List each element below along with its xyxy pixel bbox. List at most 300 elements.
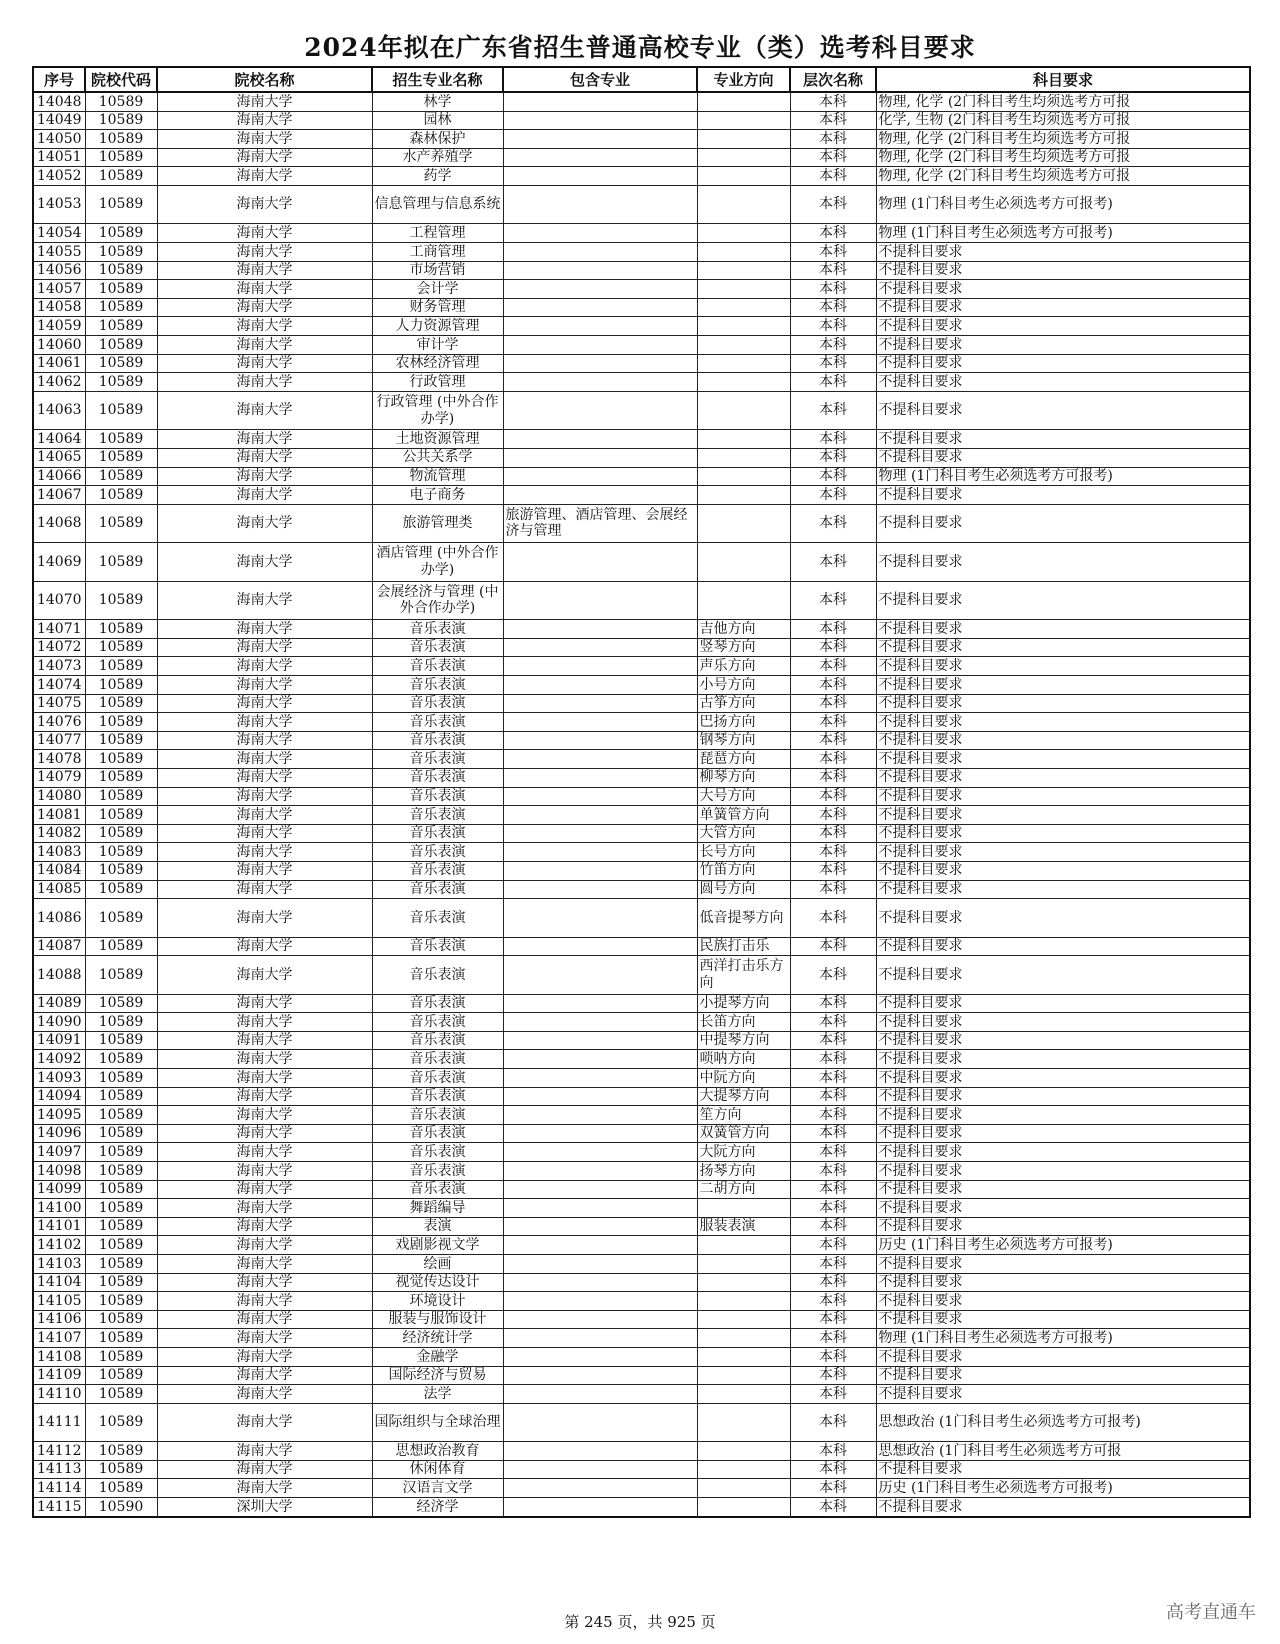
cell-included <box>503 1273 697 1292</box>
cell-level: 本科 <box>790 1087 876 1106</box>
cell-major: 音乐表演 <box>372 694 503 713</box>
table-row <box>33 148 1250 167</box>
cell-no: 14112 <box>33 1442 85 1461</box>
cell-code: 10589 <box>85 298 157 317</box>
table-row <box>33 731 1250 750</box>
table-row <box>33 1403 1250 1442</box>
cell-no: 14109 <box>33 1366 85 1385</box>
cell-no: 14050 <box>33 130 85 149</box>
cell-code: 10589 <box>85 657 157 676</box>
cell-included <box>503 130 697 149</box>
cell-included <box>503 486 697 505</box>
cell-major: 土地资源管理 <box>372 430 503 449</box>
cell-major: 旅游管理类 <box>372 504 503 543</box>
cell-requirement: 不提科目要求 <box>876 1031 1250 1050</box>
cell-school: 海南大学 <box>157 824 372 843</box>
cell-code: 10589 <box>85 1013 157 1032</box>
cell-level: 本科 <box>790 899 876 938</box>
cell-level: 本科 <box>790 354 876 373</box>
cell-major: 音乐表演 <box>372 806 503 825</box>
cell-direction <box>697 317 790 336</box>
cell-requirement: 不提科目要求 <box>876 1366 1250 1385</box>
table-row <box>33 824 1250 843</box>
cell-major: 国际经济与贸易 <box>372 1366 503 1385</box>
cell-school: 海南大学 <box>157 1273 372 1292</box>
cell-school: 海南大学 <box>157 1069 372 1088</box>
cell-direction: 圆号方向 <box>697 880 790 899</box>
table-row <box>33 1069 1250 1088</box>
cell-direction: 中阮方向 <box>697 1069 790 1088</box>
table-row <box>33 1442 1250 1461</box>
cell-major: 音乐表演 <box>372 937 503 956</box>
cell-school: 海南大学 <box>157 787 372 806</box>
cell-direction: 小提琴方向 <box>697 994 790 1013</box>
cell-direction: 长号方向 <box>697 843 790 862</box>
cell-direction: 小号方向 <box>697 675 790 694</box>
cell-requirement: 物理, 化学 (2门科目考生均须选考方可报 <box>876 130 1250 149</box>
cell-included <box>503 1199 697 1218</box>
table-row <box>33 1180 1250 1199</box>
cell-school: 海南大学 <box>157 1347 372 1366</box>
cell-code: 10589 <box>85 504 157 543</box>
cell-requirement: 化学, 生物 (2门科目考生均须选考方可报 <box>876 111 1250 130</box>
cell-no: 14101 <box>33 1217 85 1236</box>
cell-direction <box>697 1366 790 1385</box>
cell-included <box>503 1310 697 1329</box>
table-row <box>33 1124 1250 1143</box>
cell-level: 本科 <box>790 1143 876 1162</box>
cell-code: 10589 <box>85 130 157 149</box>
cell-major: 农林经济管理 <box>372 354 503 373</box>
cell-level: 本科 <box>790 1329 876 1348</box>
cell-no: 14102 <box>33 1236 85 1255</box>
cell-requirement: 不提科目要求 <box>876 1310 1250 1329</box>
cell-requirement: 思想政治 (1门科目考生必须选考方可报考) <box>876 1403 1250 1442</box>
cell-direction: 单簧管方向 <box>697 806 790 825</box>
cell-direction <box>697 224 790 243</box>
cell-major: 市场营销 <box>372 261 503 280</box>
cell-direction: 双簧管方向 <box>697 1124 790 1143</box>
cell-level: 本科 <box>790 675 876 694</box>
cell-direction: 大号方向 <box>697 787 790 806</box>
cell-school: 海南大学 <box>157 657 372 676</box>
cell-school: 海南大学 <box>157 391 372 430</box>
cell-code: 10589 <box>85 1087 157 1106</box>
cell-code: 10589 <box>85 861 157 880</box>
cell-requirement: 不提科目要求 <box>876 1292 1250 1311</box>
cell-level: 本科 <box>790 657 876 676</box>
cell-included <box>503 1460 697 1479</box>
cell-code: 10589 <box>85 430 157 449</box>
table-row <box>33 391 1250 430</box>
cell-code: 10589 <box>85 1479 157 1498</box>
cell-included <box>503 1255 697 1274</box>
table-row <box>33 543 1250 582</box>
cell-requirement: 物理 (1门科目考生必须选考方可报考) <box>876 224 1250 243</box>
cell-no: 14096 <box>33 1124 85 1143</box>
cell-included <box>503 638 697 657</box>
cell-major: 音乐表演 <box>372 861 503 880</box>
cell-direction <box>697 543 790 582</box>
cell-direction <box>697 1292 790 1311</box>
cell-level: 本科 <box>790 130 876 149</box>
cell-code: 10589 <box>85 185 157 224</box>
col-header-school: 院校名称 <box>157 67 372 92</box>
cell-major: 音乐表演 <box>372 1087 503 1106</box>
cell-level: 本科 <box>790 92 876 111</box>
cell-level: 本科 <box>790 880 876 899</box>
cell-school: 海南大学 <box>157 92 372 111</box>
cell-included <box>503 1124 697 1143</box>
cell-no: 14113 <box>33 1460 85 1479</box>
cell-school: 海南大学 <box>157 1460 372 1479</box>
table-row <box>33 768 1250 787</box>
cell-requirement: 不提科目要求 <box>876 638 1250 657</box>
cell-requirement: 历史 (1门科目考生必须选考方可报考) <box>876 1236 1250 1255</box>
cell-requirement: 不提科目要求 <box>876 787 1250 806</box>
cell-included <box>503 899 697 938</box>
col-header-level: 层次名称 <box>790 67 876 92</box>
cell-included <box>503 620 697 639</box>
cell-code: 10589 <box>85 543 157 582</box>
table-row <box>33 1031 1250 1050</box>
cell-direction: 钢琴方向 <box>697 731 790 750</box>
cell-included <box>503 1162 697 1181</box>
cell-direction <box>697 1255 790 1274</box>
cell-included <box>503 768 697 787</box>
col-header-code: 院校代码 <box>85 67 157 92</box>
cell-included: 旅游管理、酒店管理、会展经济与管理 <box>503 504 697 543</box>
col-header-included: 包含专业 <box>503 67 697 92</box>
cell-major: 音乐表演 <box>372 956 503 995</box>
table-row <box>33 261 1250 280</box>
cell-level: 本科 <box>790 261 876 280</box>
cell-direction <box>697 261 790 280</box>
cell-major: 音乐表演 <box>372 1069 503 1088</box>
cell-requirement: 不提科目要求 <box>876 806 1250 825</box>
cell-level: 本科 <box>790 581 876 620</box>
cell-requirement: 不提科目要求 <box>876 1124 1250 1143</box>
cell-requirement: 不提科目要求 <box>876 1347 1250 1366</box>
cell-no: 14063 <box>33 391 85 430</box>
cell-direction <box>697 1442 790 1461</box>
cell-school: 海南大学 <box>157 167 372 186</box>
cell-direction: 长笛方向 <box>697 1013 790 1032</box>
cell-level: 本科 <box>790 1050 876 1069</box>
cell-no: 14053 <box>33 185 85 224</box>
table-row <box>33 843 1250 862</box>
cell-level: 本科 <box>790 167 876 186</box>
cell-direction <box>697 1347 790 1366</box>
cell-school: 海南大学 <box>157 354 372 373</box>
cell-requirement: 不提科目要求 <box>876 1273 1250 1292</box>
cell-major: 音乐表演 <box>372 620 503 639</box>
cell-code: 10589 <box>85 956 157 995</box>
cell-major: 音乐表演 <box>372 1106 503 1125</box>
cell-included <box>503 1031 697 1050</box>
cell-no: 14093 <box>33 1069 85 1088</box>
cell-requirement: 不提科目要求 <box>876 994 1250 1013</box>
cell-code: 10589 <box>85 391 157 430</box>
cell-level: 本科 <box>790 1217 876 1236</box>
cell-requirement: 不提科目要求 <box>876 1217 1250 1236</box>
cell-direction <box>697 111 790 130</box>
cell-major: 人力资源管理 <box>372 317 503 336</box>
cell-direction: 服装表演 <box>697 1217 790 1236</box>
table-row <box>33 1199 1250 1218</box>
cell-school: 海南大学 <box>157 373 372 392</box>
cell-major: 音乐表演 <box>372 1143 503 1162</box>
col-header-direction: 专业方向 <box>697 67 790 92</box>
table-row <box>33 1087 1250 1106</box>
cell-direction: 民族打击乐 <box>697 937 790 956</box>
table-row <box>33 1310 1250 1329</box>
cell-no: 14061 <box>33 354 85 373</box>
cell-level: 本科 <box>790 824 876 843</box>
cell-included <box>503 1329 697 1348</box>
cell-major: 行政管理 (中外合作办学) <box>372 391 503 430</box>
cell-requirement: 物理 (1门科目考生必须选考方可报考) <box>876 467 1250 486</box>
cell-no: 14058 <box>33 298 85 317</box>
cell-level: 本科 <box>790 224 876 243</box>
cell-included <box>503 994 697 1013</box>
cell-included <box>503 1498 697 1517</box>
cell-no: 14080 <box>33 787 85 806</box>
cell-direction: 柳琴方向 <box>697 768 790 787</box>
cell-code: 10589 <box>85 899 157 938</box>
cell-direction <box>697 336 790 355</box>
cell-major: 视觉传达设计 <box>372 1273 503 1292</box>
cell-included <box>503 806 697 825</box>
cell-school: 海南大学 <box>157 1180 372 1199</box>
cell-level: 本科 <box>790 1106 876 1125</box>
cell-major: 会展经济与管理 (中外合作办学) <box>372 581 503 620</box>
table-row <box>33 336 1250 355</box>
cell-requirement: 不提科目要求 <box>876 336 1250 355</box>
cell-included <box>503 298 697 317</box>
cell-included <box>503 750 697 769</box>
cell-school: 海南大学 <box>157 1292 372 1311</box>
cell-level: 本科 <box>790 1069 876 1088</box>
cell-level: 本科 <box>790 787 876 806</box>
cell-included <box>503 92 697 111</box>
cell-school: 海南大学 <box>157 675 372 694</box>
cell-code: 10589 <box>85 638 157 657</box>
cell-school: 海南大学 <box>157 280 372 299</box>
cell-level: 本科 <box>790 638 876 657</box>
cell-no: 14098 <box>33 1162 85 1181</box>
cell-no: 14052 <box>33 167 85 186</box>
cell-requirement: 不提科目要求 <box>876 1460 1250 1479</box>
cell-requirement: 不提科目要求 <box>876 486 1250 505</box>
cell-major: 音乐表演 <box>372 843 503 862</box>
table-row <box>33 675 1250 694</box>
cell-school: 海南大学 <box>157 1479 372 1498</box>
cell-direction <box>697 1498 790 1517</box>
cell-school: 海南大学 <box>157 1199 372 1218</box>
cell-direction <box>697 486 790 505</box>
cell-code: 10589 <box>85 1162 157 1181</box>
cell-included <box>503 1442 697 1461</box>
cell-code: 10589 <box>85 750 157 769</box>
cell-no: 14065 <box>33 448 85 467</box>
cell-requirement: 不提科目要求 <box>876 354 1250 373</box>
cell-code: 10589 <box>85 1050 157 1069</box>
cell-code: 10589 <box>85 581 157 620</box>
cell-included <box>503 1106 697 1125</box>
table-row <box>33 354 1250 373</box>
cell-major: 信息管理与信息系统 <box>372 185 503 224</box>
cell-major: 法学 <box>372 1385 503 1404</box>
cell-level: 本科 <box>790 750 876 769</box>
cell-major: 音乐表演 <box>372 994 503 1013</box>
cell-included <box>503 391 697 430</box>
cell-requirement: 不提科目要求 <box>876 1385 1250 1404</box>
cell-school: 海南大学 <box>157 843 372 862</box>
cell-no: 14081 <box>33 806 85 825</box>
cell-no: 14092 <box>33 1050 85 1069</box>
cell-school: 海南大学 <box>157 750 372 769</box>
cell-requirement: 不提科目要求 <box>876 391 1250 430</box>
table-row <box>33 298 1250 317</box>
cell-direction <box>697 167 790 186</box>
cell-code: 10589 <box>85 994 157 1013</box>
cell-school: 海南大学 <box>157 638 372 657</box>
cell-direction <box>697 185 790 224</box>
cell-code: 10589 <box>85 317 157 336</box>
cell-no: 14095 <box>33 1106 85 1125</box>
cell-requirement: 历史 (1门科目考生必须选考方可报考) <box>876 1479 1250 1498</box>
cell-code: 10589 <box>85 354 157 373</box>
cell-no: 14094 <box>33 1087 85 1106</box>
cell-no: 14069 <box>33 543 85 582</box>
cell-code: 10589 <box>85 167 157 186</box>
cell-code: 10589 <box>85 880 157 899</box>
cell-school: 海南大学 <box>157 1366 372 1385</box>
cell-no: 14064 <box>33 430 85 449</box>
cell-requirement: 不提科目要求 <box>876 280 1250 299</box>
cell-no: 14054 <box>33 224 85 243</box>
cell-school: 海南大学 <box>157 994 372 1013</box>
cell-no: 14073 <box>33 657 85 676</box>
cell-no: 14083 <box>33 843 85 862</box>
cell-included <box>503 1347 697 1366</box>
cell-included <box>503 224 697 243</box>
cell-major: 音乐表演 <box>372 1013 503 1032</box>
cell-level: 本科 <box>790 467 876 486</box>
cell-included <box>503 336 697 355</box>
cell-included <box>503 185 697 224</box>
cell-direction: 唢呐方向 <box>697 1050 790 1069</box>
cell-requirement: 不提科目要求 <box>876 1069 1250 1088</box>
cell-school: 海南大学 <box>157 430 372 449</box>
cell-no: 14105 <box>33 1292 85 1311</box>
cell-code: 10589 <box>85 1310 157 1329</box>
cell-included <box>503 694 697 713</box>
cell-requirement: 不提科目要求 <box>876 880 1250 899</box>
cell-code: 10589 <box>85 1217 157 1236</box>
cell-school: 海南大学 <box>157 1031 372 1050</box>
table-row <box>33 1050 1250 1069</box>
cell-school: 海南大学 <box>157 1255 372 1274</box>
cell-direction <box>697 298 790 317</box>
cell-school: 海南大学 <box>157 298 372 317</box>
cell-level: 本科 <box>790 1199 876 1218</box>
cell-requirement: 不提科目要求 <box>876 317 1250 336</box>
cell-major: 音乐表演 <box>372 1124 503 1143</box>
table-row <box>33 581 1250 620</box>
cell-included <box>503 1143 697 1162</box>
cell-direction <box>697 467 790 486</box>
cell-major: 经济统计学 <box>372 1329 503 1348</box>
cell-no: 14066 <box>33 467 85 486</box>
table-row <box>33 504 1250 543</box>
cell-requirement: 不提科目要求 <box>876 620 1250 639</box>
cell-included <box>503 843 697 862</box>
cell-level: 本科 <box>790 543 876 582</box>
cell-included <box>503 167 697 186</box>
table-row <box>33 956 1250 995</box>
cell-direction: 扬琴方向 <box>697 1162 790 1181</box>
cell-requirement: 不提科目要求 <box>876 373 1250 392</box>
cell-included <box>503 824 697 843</box>
cell-included <box>503 1013 697 1032</box>
cell-no: 14084 <box>33 861 85 880</box>
cell-school: 海南大学 <box>157 543 372 582</box>
cell-no: 14057 <box>33 280 85 299</box>
cell-school: 海南大学 <box>157 1087 372 1106</box>
cell-school: 海南大学 <box>157 1124 372 1143</box>
cell-school: 海南大学 <box>157 1106 372 1125</box>
cell-requirement: 不提科目要求 <box>876 899 1250 938</box>
cell-school: 海南大学 <box>157 317 372 336</box>
cell-code: 10589 <box>85 1329 157 1348</box>
table-row <box>33 280 1250 299</box>
cell-school: 海南大学 <box>157 243 372 262</box>
cell-major: 工程管理 <box>372 224 503 243</box>
cell-no: 14056 <box>33 261 85 280</box>
cell-included <box>503 880 697 899</box>
cell-level: 本科 <box>790 1310 876 1329</box>
cell-major: 金融学 <box>372 1347 503 1366</box>
cell-requirement: 物理, 化学 (2门科目考生均须选考方可报 <box>876 148 1250 167</box>
cell-code: 10589 <box>85 937 157 956</box>
table-row <box>33 243 1250 262</box>
cell-direction <box>697 581 790 620</box>
cell-requirement: 不提科目要求 <box>876 1050 1250 1069</box>
cell-level: 本科 <box>790 243 876 262</box>
cell-included <box>503 675 697 694</box>
cell-included <box>503 1292 697 1311</box>
cell-major: 表演 <box>372 1217 503 1236</box>
cell-no: 14097 <box>33 1143 85 1162</box>
cell-level: 本科 <box>790 430 876 449</box>
cell-direction <box>697 354 790 373</box>
table-row <box>33 1162 1250 1181</box>
col-header-no: 序号 <box>33 67 85 92</box>
cell-level: 本科 <box>790 620 876 639</box>
cell-requirement: 不提科目要求 <box>876 448 1250 467</box>
cell-included <box>503 111 697 130</box>
cell-level: 本科 <box>790 713 876 732</box>
cell-included <box>503 956 697 995</box>
cell-included <box>503 731 697 750</box>
cell-code: 10589 <box>85 768 157 787</box>
cell-level: 本科 <box>790 111 876 130</box>
table-row <box>33 317 1250 336</box>
table-row <box>33 1106 1250 1125</box>
cell-major: 会计学 <box>372 280 503 299</box>
